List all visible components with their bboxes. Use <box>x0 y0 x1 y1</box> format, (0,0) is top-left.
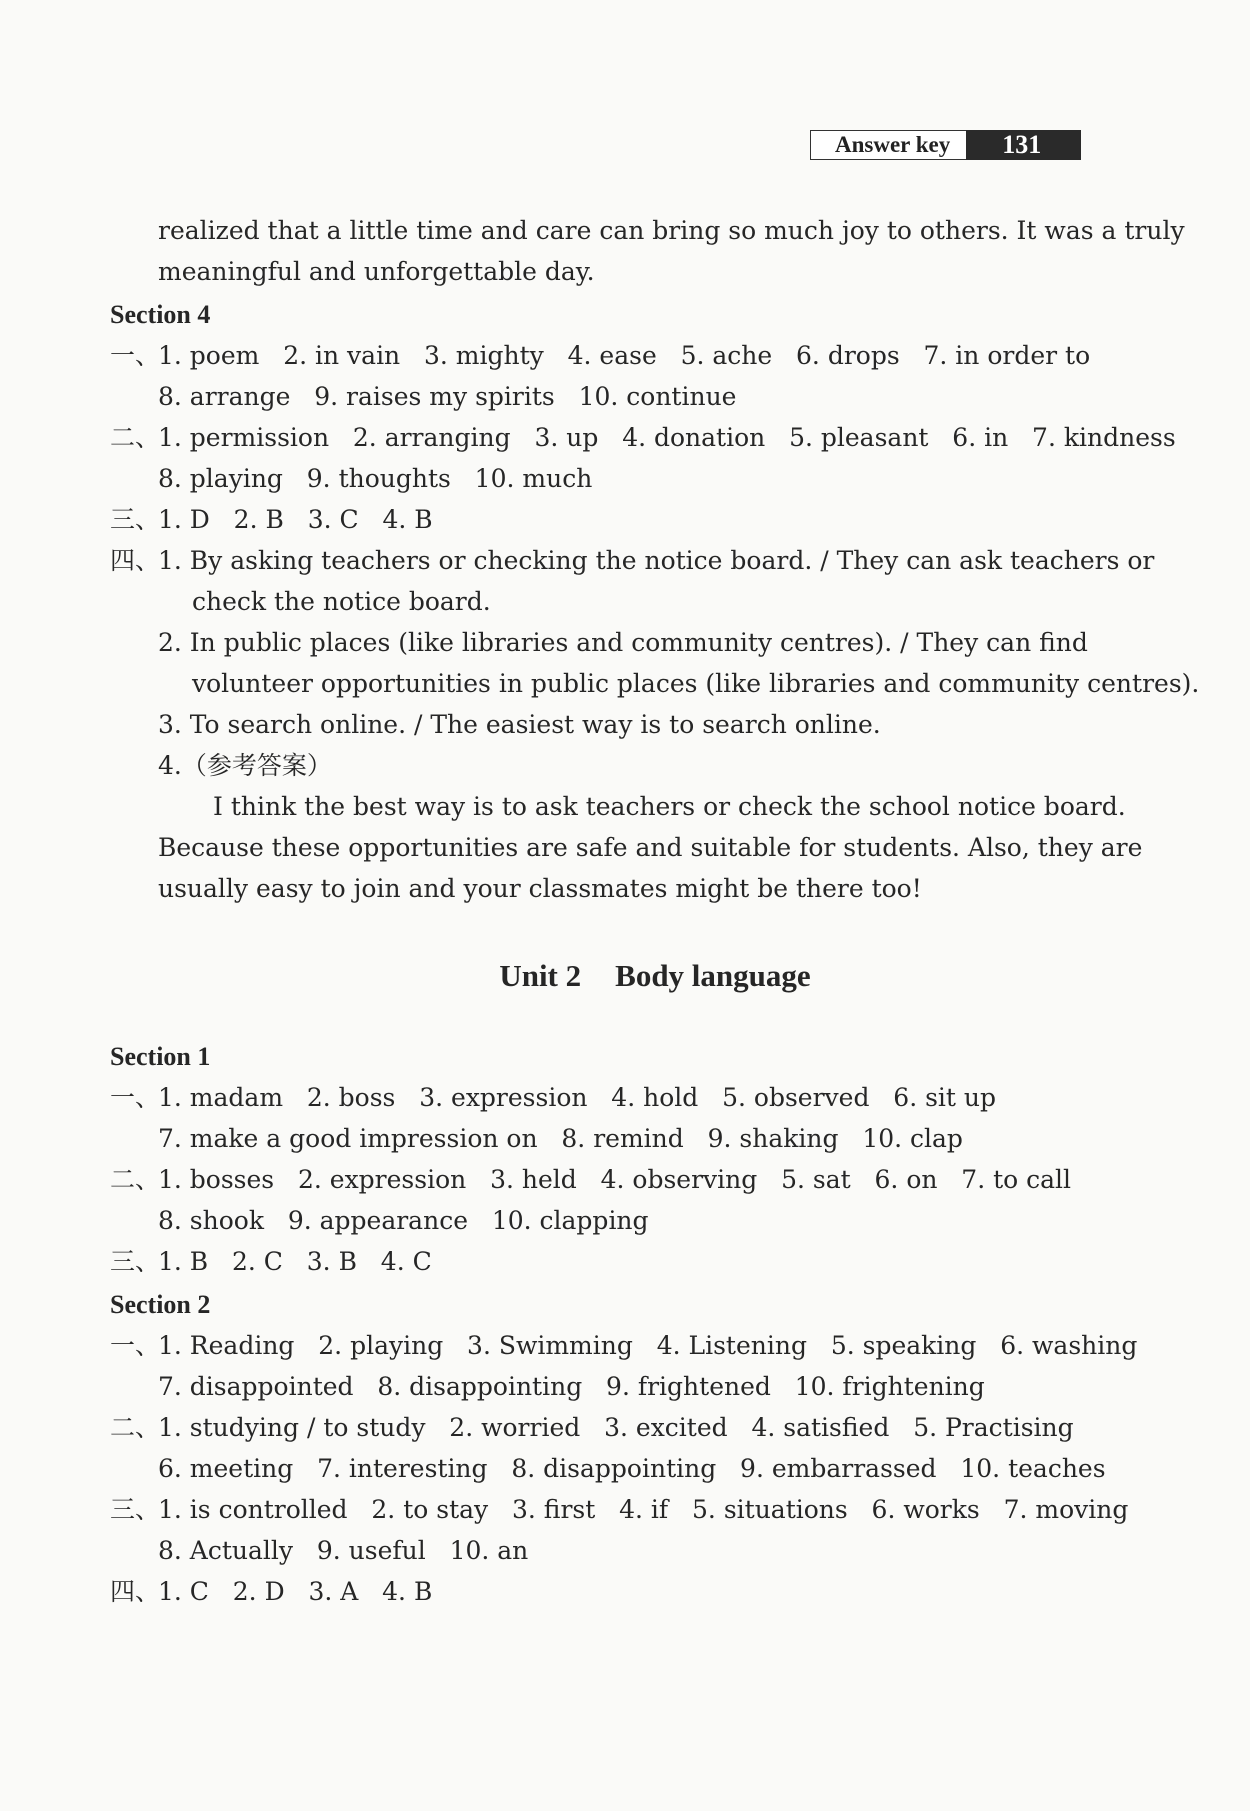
exercise-marker: 三、 <box>110 505 161 534</box>
intro-line: realized that a little time and care can bring so much joy to others. It was a truly <box>158 216 1185 245</box>
exercise-line <box>110 1489 1129 1530</box>
page-header <box>810 130 1081 160</box>
answer-line: 3. To search online. / The easiest way is to search online. <box>158 710 881 739</box>
answer-line: 2. In public places (like libraries and community centres). / They can find <box>158 628 1088 657</box>
exercise-line: 7. disappointed 8. disappointing 9. frightened 10. frightening <box>158 1372 985 1401</box>
exercise-marker: 三、 <box>110 1247 161 1276</box>
essay-line: Because these opportunities are safe and suitable for students. Also, they are <box>158 833 1143 862</box>
exercise-marker: 四、 <box>110 1577 161 1606</box>
answers: 1. studying / to study 2. worried 3. excited 4. satisfied 5. Practising <box>158 1413 1074 1442</box>
answers: 1. is controlled 2. to stay 3. first 4. if 5. situations 6. works 7. moving <box>158 1495 1129 1524</box>
answers: 1. madam 2. boss 3. expression 4. hold 5. observed 6. sit up <box>158 1083 997 1112</box>
exercise-marker: 四、 <box>110 546 161 575</box>
answers: 1. B 2. C 3. B 4. C <box>158 1247 432 1276</box>
exercise-line <box>110 1325 1138 1366</box>
exercise-line: 6. meeting 7. interesting 8. disappointing 9. embarrassed 10. teaches <box>158 1454 1106 1483</box>
answers: 1. bosses 2. expression 3. held 4. observing 5. sat 6. on 7. to call <box>158 1165 1072 1194</box>
essay-line: usually easy to join and your classmates might be there too! <box>158 874 922 903</box>
exercise-line: 8. arrange 9. raises my spirits 10. continue <box>158 382 737 411</box>
exercise-marker: 一、 <box>110 1083 161 1112</box>
answers: 1. D 2. B 3. C 4. B <box>158 505 433 534</box>
exercise-line <box>110 499 1110 540</box>
answer-line: check the notice board. <box>192 587 491 616</box>
exercise-marker: 二、 <box>110 1413 161 1442</box>
answers: 1. permission 2. arranging 3. up 4. donation 5. pleasant 6. in 7. kindness <box>158 423 1176 452</box>
exercise-line: 7. make a good impression on 8. remind 9. shaking 10. clap <box>158 1124 963 1153</box>
exercise-line <box>110 1159 1110 1200</box>
exercise-line <box>110 540 1155 581</box>
exercise-marker: 一、 <box>110 1331 161 1360</box>
header-label: Answer key <box>810 130 966 160</box>
exercise-line <box>110 1571 1110 1612</box>
exercise-marker: 一、 <box>110 341 161 370</box>
section-heading: Section 2 <box>110 1290 211 1319</box>
section-heading: Section 1 <box>110 1042 211 1071</box>
answer-content <box>110 210 1200 1612</box>
unit-number: Unit 2 <box>499 958 582 993</box>
unit-heading <box>110 955 1110 996</box>
answers: 1. C 2. D 3. A 4. B <box>158 1577 433 1606</box>
essay-line: I think the best way is to ask teachers or check the school notice board. <box>213 792 1126 821</box>
page-number: 131 <box>966 130 1081 160</box>
exercise-line: 8. shook 9. appearance 10. clapping <box>158 1206 649 1235</box>
answers: 1. poem 2. in vain 3. mighty 4. ease 5. ache 6. drops 7. in order to <box>158 341 1091 370</box>
exercise-line: 8. playing 9. thoughts 10. much <box>158 464 593 493</box>
intro-line: meaningful and unforgettable day. <box>158 257 595 286</box>
answer-line: volunteer opportunities in public places (like libraries and community centres). <box>192 669 1200 698</box>
answers: 1. Reading 2. playing 3. Swimming 4. Listening 5. speaking 6. washing <box>158 1331 1138 1360</box>
exercise-marker: 二、 <box>110 1165 161 1194</box>
section-heading: Section 4 <box>110 300 211 329</box>
exercise-line <box>110 417 1176 458</box>
exercise-line <box>110 1407 1110 1448</box>
exercise-marker: 二、 <box>110 423 161 452</box>
exercise-line <box>110 1077 1110 1118</box>
exercise-marker: 三、 <box>110 1495 161 1524</box>
unit-title: Body language <box>615 958 811 993</box>
exercise-line <box>110 1241 1110 1282</box>
exercise-line: 8. Actually 9. useful 10. an <box>158 1536 529 1565</box>
exercise-line <box>110 335 1110 376</box>
answers: 1. By asking teachers or checking the notice board. / They can ask teachers or <box>158 546 1155 575</box>
answer-line: 4.（参考答案） <box>158 751 332 780</box>
